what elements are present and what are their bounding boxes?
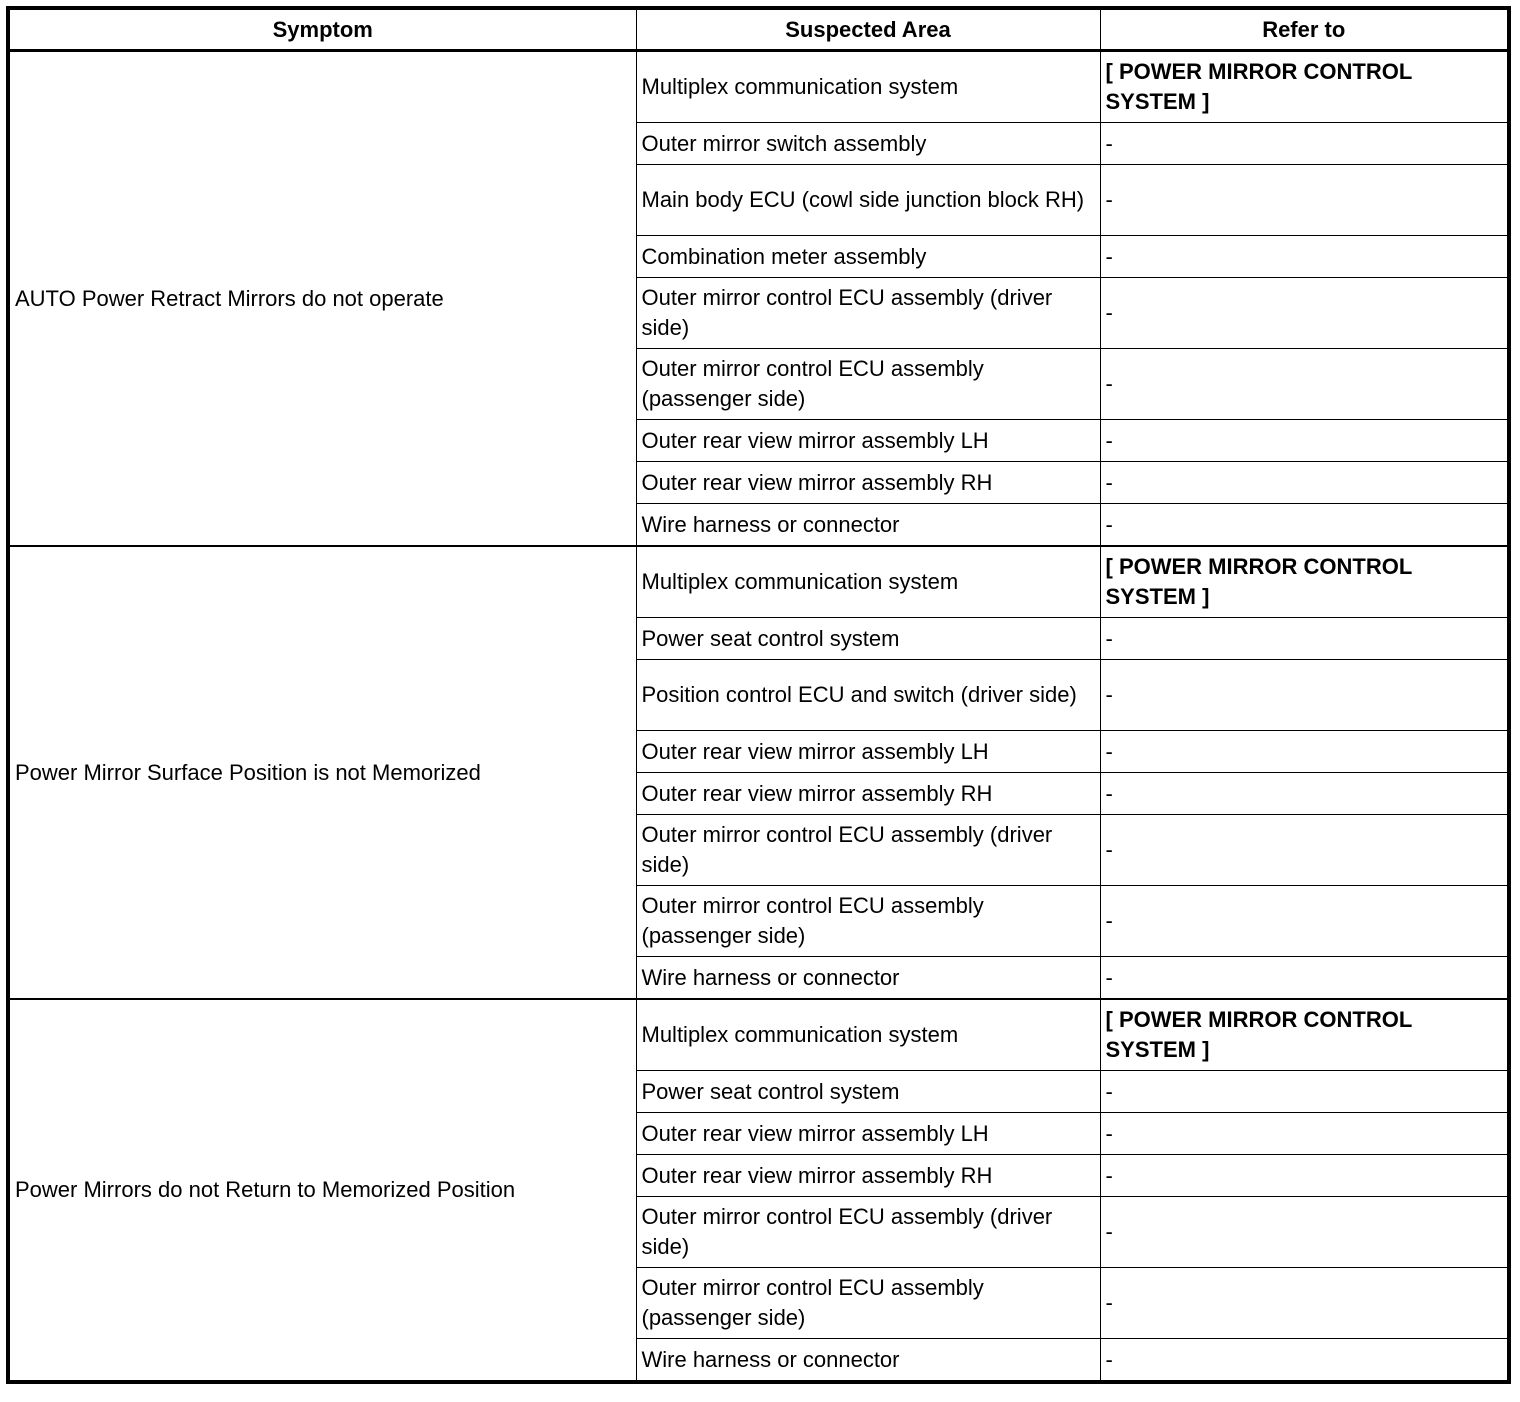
refer-to-cell: - bbox=[1100, 1268, 1509, 1339]
suspected-area-cell: Outer mirror control ECU assembly (driver side) bbox=[636, 815, 1100, 886]
symptom-table bbox=[6, 6, 1511, 1384]
refer-to-cell: - bbox=[1100, 165, 1509, 236]
refer-to-cell: - bbox=[1100, 660, 1509, 731]
suspected-area-cell: Outer rear view mirror assembly RH bbox=[636, 1155, 1100, 1197]
symptom-cell: AUTO Power Retract Mirrors do not operate bbox=[8, 51, 636, 547]
table-row bbox=[8, 51, 1509, 123]
refer-to-cell: - bbox=[1100, 236, 1509, 278]
symptom-cell: Power Mirror Surface Position is not Memorized bbox=[8, 546, 636, 999]
suspected-area-cell: Outer mirror control ECU assembly (driver side) bbox=[636, 1197, 1100, 1268]
refer-to-cell: - bbox=[1100, 504, 1509, 547]
header-suspected-area: Suspected Area bbox=[636, 8, 1100, 51]
suspected-area-cell: Main body ECU (cowl side junction block RH) bbox=[636, 165, 1100, 236]
suspected-area-cell: Wire harness or connector bbox=[636, 957, 1100, 1000]
suspected-area-cell: Multiplex communication system bbox=[636, 999, 1100, 1071]
suspected-area-cell: Outer mirror control ECU assembly (passenger side) bbox=[636, 886, 1100, 957]
refer-to-cell: - bbox=[1100, 349, 1509, 420]
suspected-area-cell: Outer rear view mirror assembly LH bbox=[636, 420, 1100, 462]
refer-to-link[interactable]: [ POWER MIRROR CONTROL SYSTEM ] bbox=[1100, 51, 1509, 123]
refer-to-cell: - bbox=[1100, 957, 1509, 1000]
refer-to-cell: - bbox=[1100, 731, 1509, 773]
table-body bbox=[8, 51, 1509, 1383]
suspected-area-cell: Multiplex communication system bbox=[636, 546, 1100, 618]
suspected-area-cell: Multiplex communication system bbox=[636, 51, 1100, 123]
suspected-area-cell: Outer rear view mirror assembly RH bbox=[636, 462, 1100, 504]
header-symptom: Symptom bbox=[8, 8, 636, 51]
refer-to-cell: - bbox=[1100, 1113, 1509, 1155]
suspected-area-cell: Position control ECU and switch (driver side) bbox=[636, 660, 1100, 731]
header-refer-to: Refer to bbox=[1100, 8, 1509, 51]
suspected-area-cell: Outer mirror control ECU assembly (passenger side) bbox=[636, 349, 1100, 420]
table-row bbox=[8, 546, 1509, 618]
suspected-area-cell: Outer mirror control ECU assembly (driver side) bbox=[636, 278, 1100, 349]
table-row bbox=[8, 999, 1509, 1071]
suspected-area-cell: Power seat control system bbox=[636, 1071, 1100, 1113]
refer-to-cell: - bbox=[1100, 618, 1509, 660]
refer-to-cell: - bbox=[1100, 123, 1509, 165]
refer-to-cell: - bbox=[1100, 1339, 1509, 1383]
suspected-area-cell: Outer rear view mirror assembly RH bbox=[636, 773, 1100, 815]
suspected-area-cell: Wire harness or connector bbox=[636, 1339, 1100, 1383]
suspected-area-cell: Power seat control system bbox=[636, 618, 1100, 660]
refer-to-link[interactable]: [ POWER MIRROR CONTROL SYSTEM ] bbox=[1100, 546, 1509, 618]
refer-to-cell: - bbox=[1100, 420, 1509, 462]
refer-to-cell: - bbox=[1100, 1071, 1509, 1113]
refer-to-cell: - bbox=[1100, 886, 1509, 957]
symptom-cell: Power Mirrors do not Return to Memorized Position bbox=[8, 999, 636, 1382]
suspected-area-cell: Outer mirror switch assembly bbox=[636, 123, 1100, 165]
refer-to-link[interactable]: [ POWER MIRROR CONTROL SYSTEM ] bbox=[1100, 999, 1509, 1071]
suspected-area-cell: Outer rear view mirror assembly LH bbox=[636, 731, 1100, 773]
refer-to-cell: - bbox=[1100, 278, 1509, 349]
refer-to-cell: - bbox=[1100, 1155, 1509, 1197]
refer-to-cell: - bbox=[1100, 773, 1509, 815]
refer-to-cell: - bbox=[1100, 815, 1509, 886]
suspected-area-cell: Outer mirror control ECU assembly (passenger side) bbox=[636, 1268, 1100, 1339]
refer-to-cell: - bbox=[1100, 1197, 1509, 1268]
suspected-area-cell: Combination meter assembly bbox=[636, 236, 1100, 278]
suspected-area-cell: Wire harness or connector bbox=[636, 504, 1100, 547]
suspected-area-cell: Outer rear view mirror assembly LH bbox=[636, 1113, 1100, 1155]
header-row bbox=[8, 8, 1509, 51]
refer-to-cell: - bbox=[1100, 462, 1509, 504]
